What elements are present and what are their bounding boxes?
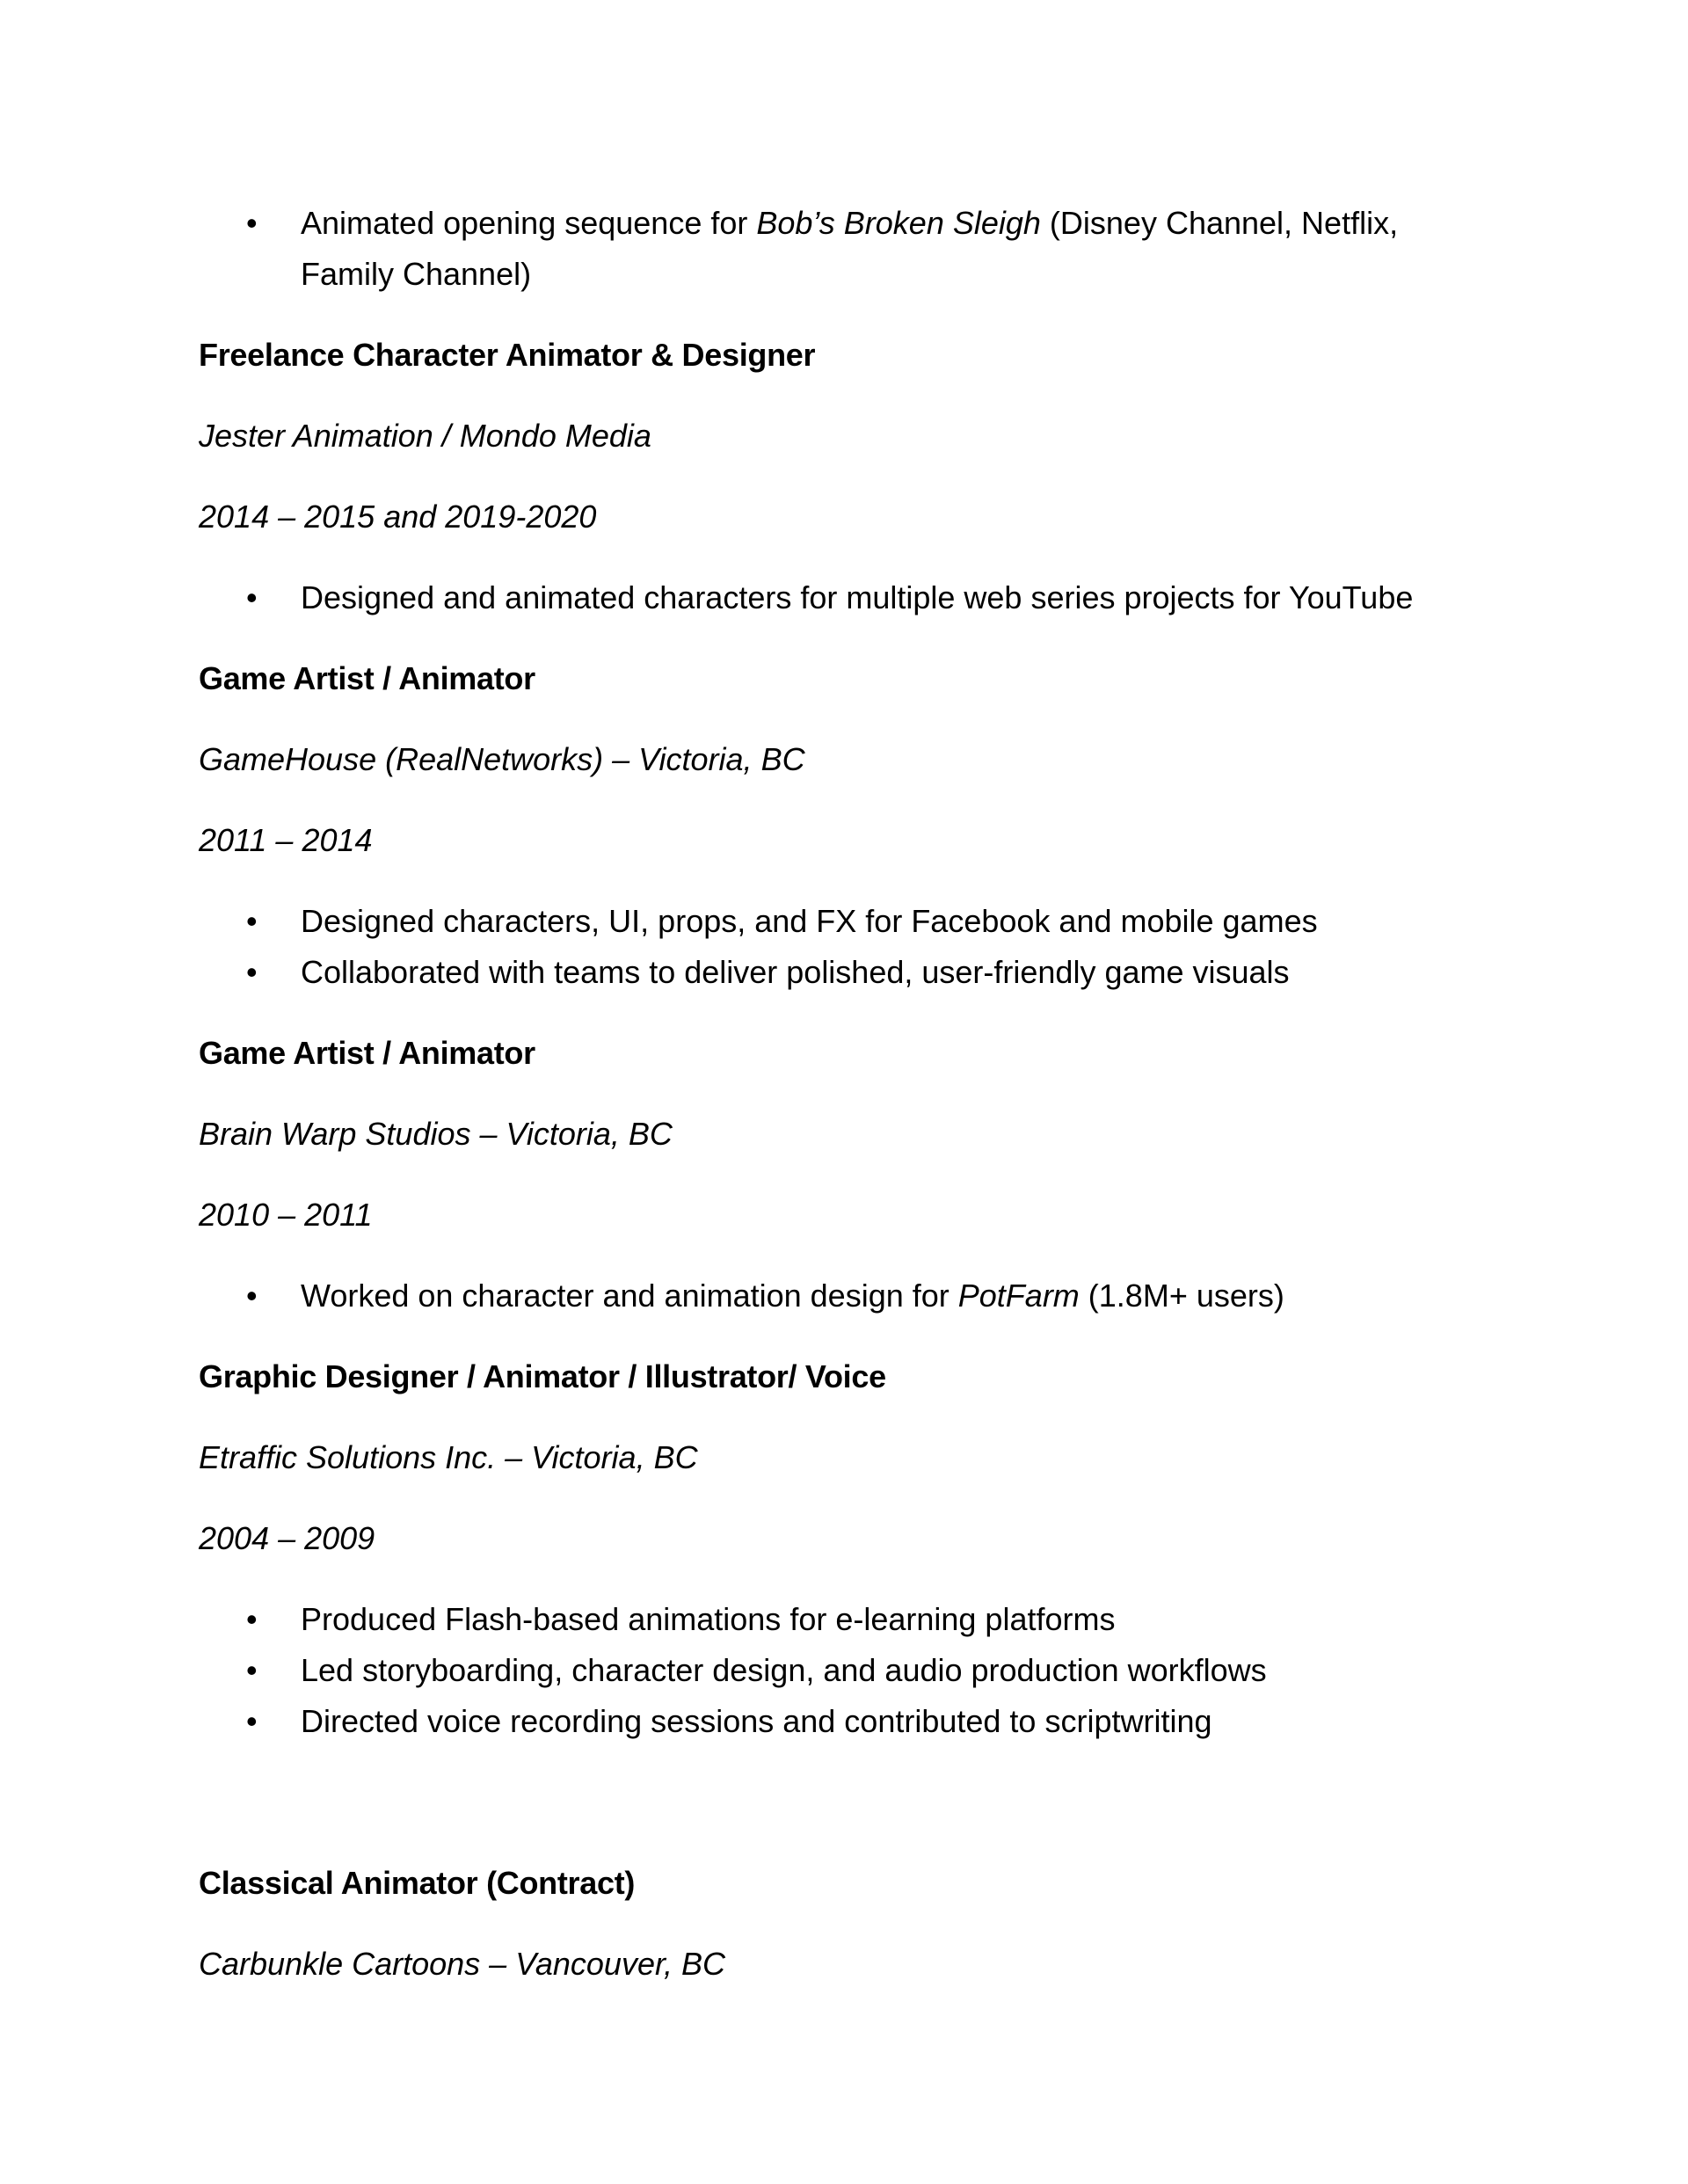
bullet-text: Collaborated with teams to deliver polished, user-friendly game visuals xyxy=(301,954,1290,990)
job-title-brainwarp: Game Artist / Animator xyxy=(199,1035,535,1071)
bullet-item xyxy=(199,947,1489,998)
bullet-marker-icon: • xyxy=(246,1278,258,1314)
bullet-item xyxy=(199,896,1489,947)
job-title-freelance: Freelance Character Animator & Designer xyxy=(199,337,816,373)
bullet-text: Produced Flash-based animations for e-learning platforms xyxy=(301,1601,1116,1637)
bullet-marker-icon: • xyxy=(246,1703,258,1739)
game-title: PotFarm xyxy=(957,1278,1080,1314)
bullet-text-post: (Disney Channel, Netflix, xyxy=(1040,205,1399,241)
job-title-etraffic: Graphic Designer / Animator / Illustrator/ Voice xyxy=(199,1358,886,1394)
bullet-list-intro xyxy=(199,198,1489,300)
bullet-marker-icon: • xyxy=(246,205,258,241)
bullet-line-1 xyxy=(301,205,1398,241)
bullet-text: Designed characters, UI, props, and FX for Facebook and mobile games xyxy=(301,903,1318,939)
bullet-item-opening-sequence xyxy=(199,198,1489,300)
bullet-item xyxy=(199,572,1489,623)
bullet-list-etraffic xyxy=(199,1594,1489,1747)
bullet-item xyxy=(199,1594,1489,1645)
job-title-gamehouse: Game Artist / Animator xyxy=(199,660,535,696)
bullet-item-potfarm xyxy=(199,1270,1489,1321)
bullet-marker-icon: • xyxy=(246,903,258,939)
bullet-text: Designed and animated characters for multiple web series projects for YouTube xyxy=(301,579,1414,615)
bullet-text-post: (1.8M+ users) xyxy=(1079,1278,1284,1314)
blank-line xyxy=(199,1777,1489,1828)
show-title: Bob’s Broken Sleigh xyxy=(756,205,1041,241)
bullet-list-freelance xyxy=(199,572,1489,623)
company-etraffic: Etraffic Solutions Inc. – Victoria, BC xyxy=(199,1439,698,1475)
bullet-text-pre: Animated opening sequence for xyxy=(301,205,757,241)
bullet-item xyxy=(199,1645,1489,1696)
dates-freelance: 2014 – 2015 and 2019-2020 xyxy=(199,499,597,535)
bullet-list-brainwarp xyxy=(199,1270,1489,1321)
dates-etraffic: 2004 – 2009 xyxy=(199,1520,375,1556)
bullet-text: Led storyboarding, character design, and audio production workflows xyxy=(301,1652,1267,1688)
bullet-marker-icon: • xyxy=(246,1652,258,1688)
bullet-text: Directed voice recording sessions and contributed to scriptwriting xyxy=(301,1703,1212,1739)
bullet-marker-icon: • xyxy=(246,954,258,990)
dates-brainwarp: 2010 – 2011 xyxy=(199,1197,373,1233)
bullet-line-2: Family Channel) xyxy=(301,256,532,292)
dates-gamehouse: 2011 – 2014 xyxy=(199,822,373,858)
company-gamehouse: GameHouse (RealNetworks) – Victoria, BC xyxy=(199,741,805,777)
company-brainwarp: Brain Warp Studios – Victoria, BC xyxy=(199,1116,673,1152)
company-carbunkle: Carbunkle Cartoons – Vancouver, BC xyxy=(199,1946,725,1982)
bullet-marker-icon: • xyxy=(246,579,258,615)
bullet-marker-icon: • xyxy=(246,1601,258,1637)
bullet-text-pre: Worked on character and animation design for xyxy=(301,1278,958,1314)
bullet-item xyxy=(199,1696,1489,1747)
job-title-carbunkle: Classical Animator (Contract) xyxy=(199,1865,636,1901)
experience-section xyxy=(199,198,1489,2020)
bullet-list-gamehouse xyxy=(199,896,1489,998)
company-freelance: Jester Animation / Mondo Media xyxy=(199,418,651,454)
